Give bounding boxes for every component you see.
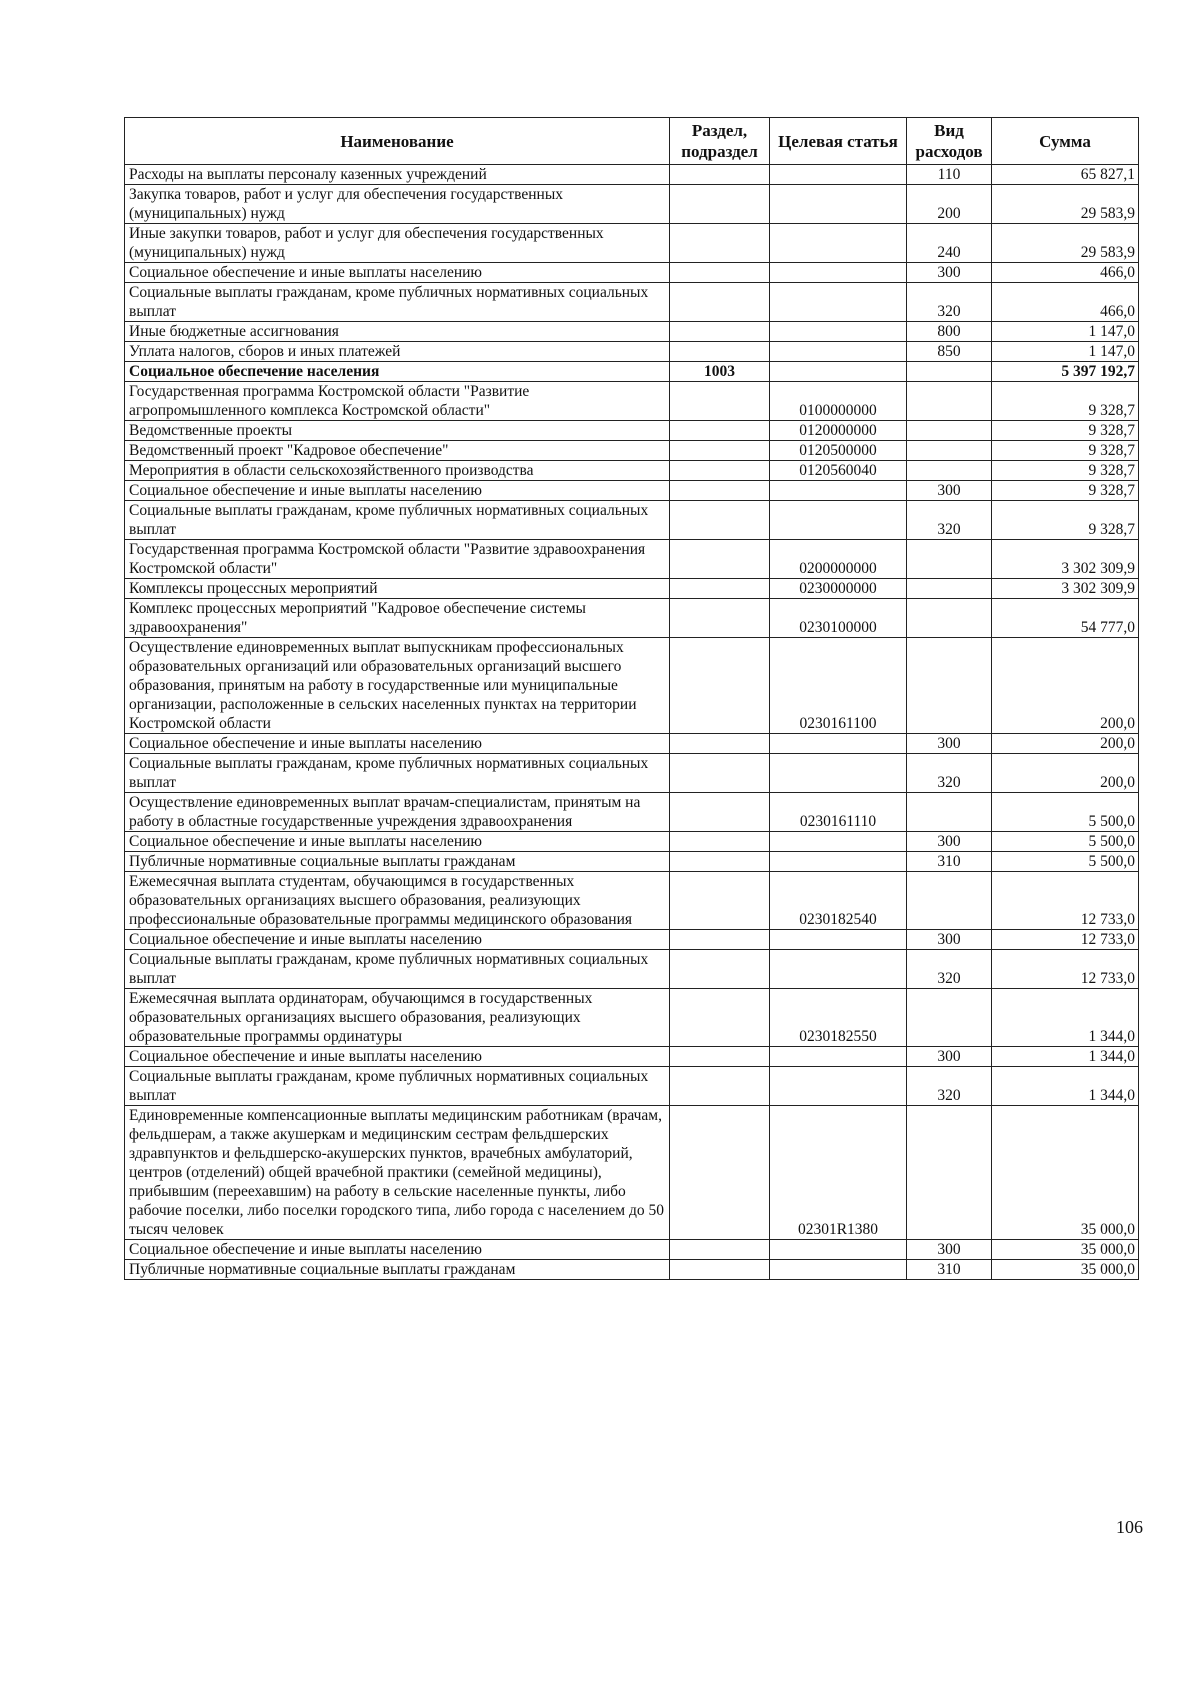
row-name-cell: Ежемесячная выплата студентам, обучающимся в государственных образовательных организациях высшего образования, реализующих профессиональные образовательные программы медицинского образования — [125, 872, 670, 930]
row-name-cell: Осуществление единовременных выплат выпускникам профессиональных образовательных организаций или образовательных организаций высшего образования, принятым на работу в государственные или муниципальные организации, расположенные в сельских населенных пунктах на территории Костромской области — [125, 638, 670, 734]
row-sum-cell: 200,0 — [992, 734, 1139, 754]
row-article-cell — [770, 165, 907, 185]
row-section-cell — [670, 322, 770, 342]
row-name-cell: Иные бюджетные ассигнования — [125, 322, 670, 342]
row-sum-cell: 200,0 — [992, 754, 1139, 793]
row-name-cell: Иные закупки товаров, работ и услуг для обеспечения государственных (муниципальных) нужд — [125, 224, 670, 263]
row-name-cell: Социальные выплаты гражданам, кроме публичных нормативных социальных выплат — [125, 950, 670, 989]
row-name-cell: Социальное обеспечение и иные выплаты населению — [125, 832, 670, 852]
row-section-cell — [670, 382, 770, 421]
row-section-cell — [670, 283, 770, 322]
row-vid-cell: 310 — [907, 852, 992, 872]
row-article-cell — [770, 734, 907, 754]
row-vid-cell: 300 — [907, 1047, 992, 1067]
table-row — [125, 342, 1139, 362]
row-article-cell: 0200000000 — [770, 540, 907, 579]
table-row — [125, 872, 1139, 930]
row-name-cell: Единовременные компенсационные выплаты медицинским работникам (врачам, фельдшерам, а также акушеркам и медицинским сестрам фельдшерских здравпунктов и фельдшерско-акушерских пунктов, врачебных амбулаторий, центров (отделений) общей врачебной практики (семейной медицины), прибывшим (переехавшим) на работу в сельские населенные пункты, либо рабочие поселки, либо поселки городского типа, либо города с населением до 50 тысяч человек — [125, 1106, 670, 1240]
row-article-cell: 0230182550 — [770, 989, 907, 1047]
row-section-cell — [670, 793, 770, 832]
row-name-cell: Ведомственный проект "Кадровое обеспечение" — [125, 441, 670, 461]
row-section-cell — [670, 1067, 770, 1106]
row-section-cell — [670, 832, 770, 852]
row-article-cell: 02301R1380 — [770, 1106, 907, 1240]
row-section-cell — [670, 638, 770, 734]
row-name-cell: Осуществление единовременных выплат врачам-специалистам, принятым на работу в областные государственные учреждения здравоохранения — [125, 793, 670, 832]
header-sum: Сумма — [992, 118, 1139, 165]
row-vid-cell — [907, 599, 992, 638]
row-vid-cell: 310 — [907, 1260, 992, 1280]
row-vid-cell: 320 — [907, 950, 992, 989]
row-article-cell: 0230182540 — [770, 872, 907, 930]
page-number: 106 — [1116, 1517, 1143, 1537]
row-article-cell — [770, 1260, 907, 1280]
row-vid-cell: 320 — [907, 283, 992, 322]
table-row — [125, 322, 1139, 342]
row-sum-cell: 5 500,0 — [992, 852, 1139, 872]
row-section-cell — [670, 165, 770, 185]
row-vid-cell: 320 — [907, 1067, 992, 1106]
row-sum-cell: 29 583,9 — [992, 185, 1139, 224]
row-vid-cell: 850 — [907, 342, 992, 362]
row-section-cell — [670, 754, 770, 793]
row-name-cell: Расходы на выплаты персоналу казенных учреждений — [125, 165, 670, 185]
row-name-cell: Государственная программа Костромской области "Развитие агропромышленного комплекса Костромской области" — [125, 382, 670, 421]
table-row — [125, 501, 1139, 540]
row-section-cell — [670, 342, 770, 362]
row-name-cell: Социальное обеспечение и иные выплаты населению — [125, 1240, 670, 1260]
header-article: Целевая статья — [770, 118, 907, 165]
table-row — [125, 1240, 1139, 1260]
table-row — [125, 165, 1139, 185]
row-name-cell: Публичные нормативные социальные выплаты гражданам — [125, 1260, 670, 1280]
row-name-cell: Комплекс процессных мероприятий "Кадровое обеспечение системы здравоохранения" — [125, 599, 670, 638]
table-row — [125, 382, 1139, 421]
row-section-cell — [670, 1240, 770, 1260]
row-name-cell: Социальные выплаты гражданам, кроме публичных нормативных социальных выплат — [125, 501, 670, 540]
row-sum-cell: 9 328,7 — [992, 441, 1139, 461]
row-section-cell — [670, 734, 770, 754]
table-row — [125, 461, 1139, 481]
row-vid-cell — [907, 382, 992, 421]
table-row — [125, 1260, 1139, 1280]
row-name-cell: Социальные выплаты гражданам, кроме публичных нормативных социальных выплат — [125, 283, 670, 322]
table-row — [125, 263, 1139, 283]
table-row — [125, 421, 1139, 441]
row-name-cell: Социальное обеспечение и иные выплаты населению — [125, 1047, 670, 1067]
table-row — [125, 599, 1139, 638]
row-vid-cell: 300 — [907, 832, 992, 852]
row-section-cell — [670, 540, 770, 579]
row-name-cell: Мероприятия в области сельскохозяйственного производства — [125, 461, 670, 481]
row-article-cell: 0120000000 — [770, 421, 907, 441]
row-vid-cell — [907, 1106, 992, 1240]
row-name-cell: Государственная программа Костромской области "Развитие здравоохранения Костромской области" — [125, 540, 670, 579]
row-vid-cell: 200 — [907, 185, 992, 224]
row-sum-cell: 35 000,0 — [992, 1240, 1139, 1260]
row-sum-cell: 9 328,7 — [992, 421, 1139, 441]
row-article-cell — [770, 185, 907, 224]
row-article-cell: 0230100000 — [770, 599, 907, 638]
row-article-cell — [770, 481, 907, 501]
row-section-cell — [670, 989, 770, 1047]
row-name-cell: Комплексы процессных мероприятий — [125, 579, 670, 599]
row-name-cell: Социальные выплаты гражданам, кроме публичных нормативных социальных выплат — [125, 754, 670, 793]
row-article-cell: 0230161100 — [770, 638, 907, 734]
row-sum-cell: 200,0 — [992, 638, 1139, 734]
table-row — [125, 754, 1139, 793]
row-section-cell — [670, 930, 770, 950]
table-row — [125, 224, 1139, 263]
row-vid-cell — [907, 441, 992, 461]
row-name-cell: Уплата налогов, сборов и иных платежей — [125, 342, 670, 362]
row-vid-cell — [907, 421, 992, 441]
table-row — [125, 852, 1139, 872]
row-article-cell: 0230161110 — [770, 793, 907, 832]
row-article-cell — [770, 832, 907, 852]
row-article-cell — [770, 1067, 907, 1106]
row-vid-cell — [907, 461, 992, 481]
table-row — [125, 832, 1139, 852]
row-sum-cell: 35 000,0 — [992, 1260, 1139, 1280]
row-section-cell — [670, 1047, 770, 1067]
row-sum-cell: 12 733,0 — [992, 930, 1139, 950]
row-section-cell — [670, 501, 770, 540]
budget-table — [124, 117, 1139, 1280]
row-vid-cell: 300 — [907, 1240, 992, 1260]
row-section-cell — [670, 1260, 770, 1280]
row-article-cell — [770, 342, 907, 362]
row-section-cell — [670, 263, 770, 283]
row-sum-cell: 3 302 309,9 — [992, 540, 1139, 579]
row-vid-cell: 300 — [907, 263, 992, 283]
row-article-cell: 0230000000 — [770, 579, 907, 599]
row-sum-cell: 466,0 — [992, 263, 1139, 283]
row-sum-cell: 9 328,7 — [992, 501, 1139, 540]
row-section-cell — [670, 852, 770, 872]
row-sum-cell: 29 583,9 — [992, 224, 1139, 263]
table-row — [125, 638, 1139, 734]
row-vid-cell — [907, 540, 992, 579]
row-sum-cell: 9 328,7 — [992, 382, 1139, 421]
row-vid-cell: 320 — [907, 754, 992, 793]
row-article-cell: 0120500000 — [770, 441, 907, 461]
row-sum-cell: 12 733,0 — [992, 950, 1139, 989]
row-name-cell: Закупка товаров, работ и услуг для обеспечения государственных (муниципальных) нужд — [125, 185, 670, 224]
row-sum-cell: 5 397 192,7 — [992, 362, 1139, 382]
row-sum-cell: 12 733,0 — [992, 872, 1139, 930]
row-section-cell — [670, 481, 770, 501]
row-article-cell — [770, 1240, 907, 1260]
row-name-cell: Социальное обеспечение населения — [125, 362, 670, 382]
row-vid-cell — [907, 638, 992, 734]
row-article-cell — [770, 501, 907, 540]
row-name-cell: Публичные нормативные социальные выплаты гражданам — [125, 852, 670, 872]
row-name-cell: Социальное обеспечение и иные выплаты населению — [125, 263, 670, 283]
table-row — [125, 930, 1139, 950]
row-sum-cell: 466,0 — [992, 283, 1139, 322]
row-article-cell: 0120560040 — [770, 461, 907, 481]
table-body — [125, 165, 1139, 1280]
row-vid-cell: 300 — [907, 481, 992, 501]
table-row — [125, 989, 1139, 1047]
row-section-cell — [670, 441, 770, 461]
row-section-cell — [670, 950, 770, 989]
row-sum-cell: 9 328,7 — [992, 481, 1139, 501]
row-vid-cell: 300 — [907, 734, 992, 754]
row-sum-cell: 1 344,0 — [992, 1047, 1139, 1067]
row-vid-cell: 240 — [907, 224, 992, 263]
row-name-cell: Социальные выплаты гражданам, кроме публичных нормативных социальных выплат — [125, 1067, 670, 1106]
header-name: Наименование — [125, 118, 670, 165]
row-sum-cell: 1 344,0 — [992, 1067, 1139, 1106]
table-row — [125, 579, 1139, 599]
row-sum-cell: 5 500,0 — [992, 793, 1139, 832]
table-row — [125, 1047, 1139, 1067]
table-row — [125, 441, 1139, 461]
row-vid-cell: 110 — [907, 165, 992, 185]
row-sum-cell: 1 344,0 — [992, 989, 1139, 1047]
row-article-cell — [770, 950, 907, 989]
row-sum-cell: 9 328,7 — [992, 461, 1139, 481]
table-row — [125, 540, 1139, 579]
row-article-cell — [770, 322, 907, 342]
table-header-row — [125, 118, 1139, 165]
header-section: Раздел, подраздел — [670, 118, 770, 165]
row-section-cell — [670, 1106, 770, 1240]
table-row — [125, 283, 1139, 322]
header-vid: Вид расходов — [907, 118, 992, 165]
row-vid-cell: 800 — [907, 322, 992, 342]
row-name-cell: Ежемесячная выплата ординаторам, обучающимся в государственных образовательных организациях высшего образования, реализующих образовательные программы ординатуры — [125, 989, 670, 1047]
row-vid-cell: 320 — [907, 501, 992, 540]
table-row — [125, 793, 1139, 832]
row-article-cell — [770, 852, 907, 872]
table-row — [125, 185, 1139, 224]
row-section-cell: 1003 — [670, 362, 770, 382]
row-article-cell: 0100000000 — [770, 382, 907, 421]
row-article-cell — [770, 1047, 907, 1067]
table-row — [125, 950, 1139, 989]
table-row — [125, 734, 1139, 754]
row-vid-cell — [907, 793, 992, 832]
table-row — [125, 362, 1139, 382]
table-row — [125, 481, 1139, 501]
row-article-cell — [770, 754, 907, 793]
row-vid-cell — [907, 989, 992, 1047]
row-vid-cell — [907, 362, 992, 382]
row-name-cell: Социальное обеспечение и иные выплаты населению — [125, 734, 670, 754]
row-sum-cell: 5 500,0 — [992, 832, 1139, 852]
row-name-cell: Социальное обеспечение и иные выплаты населению — [125, 930, 670, 950]
row-name-cell: Ведомственные проекты — [125, 421, 670, 441]
row-section-cell — [670, 579, 770, 599]
row-name-cell: Социальное обеспечение и иные выплаты населению — [125, 481, 670, 501]
row-sum-cell: 1 147,0 — [992, 322, 1139, 342]
row-sum-cell: 3 302 309,9 — [992, 579, 1139, 599]
row-sum-cell: 35 000,0 — [992, 1106, 1139, 1240]
row-article-cell — [770, 283, 907, 322]
row-vid-cell — [907, 579, 992, 599]
row-vid-cell: 300 — [907, 930, 992, 950]
row-article-cell — [770, 224, 907, 263]
row-vid-cell — [907, 872, 992, 930]
table-row — [125, 1067, 1139, 1106]
row-sum-cell: 65 827,1 — [992, 165, 1139, 185]
row-article-cell — [770, 930, 907, 950]
row-sum-cell: 54 777,0 — [992, 599, 1139, 638]
row-section-cell — [670, 599, 770, 638]
row-sum-cell: 1 147,0 — [992, 342, 1139, 362]
row-section-cell — [670, 185, 770, 224]
row-section-cell — [670, 421, 770, 441]
row-section-cell — [670, 872, 770, 930]
row-article-cell — [770, 263, 907, 283]
row-section-cell — [670, 224, 770, 263]
row-section-cell — [670, 461, 770, 481]
row-article-cell — [770, 362, 907, 382]
table-row — [125, 1106, 1139, 1240]
